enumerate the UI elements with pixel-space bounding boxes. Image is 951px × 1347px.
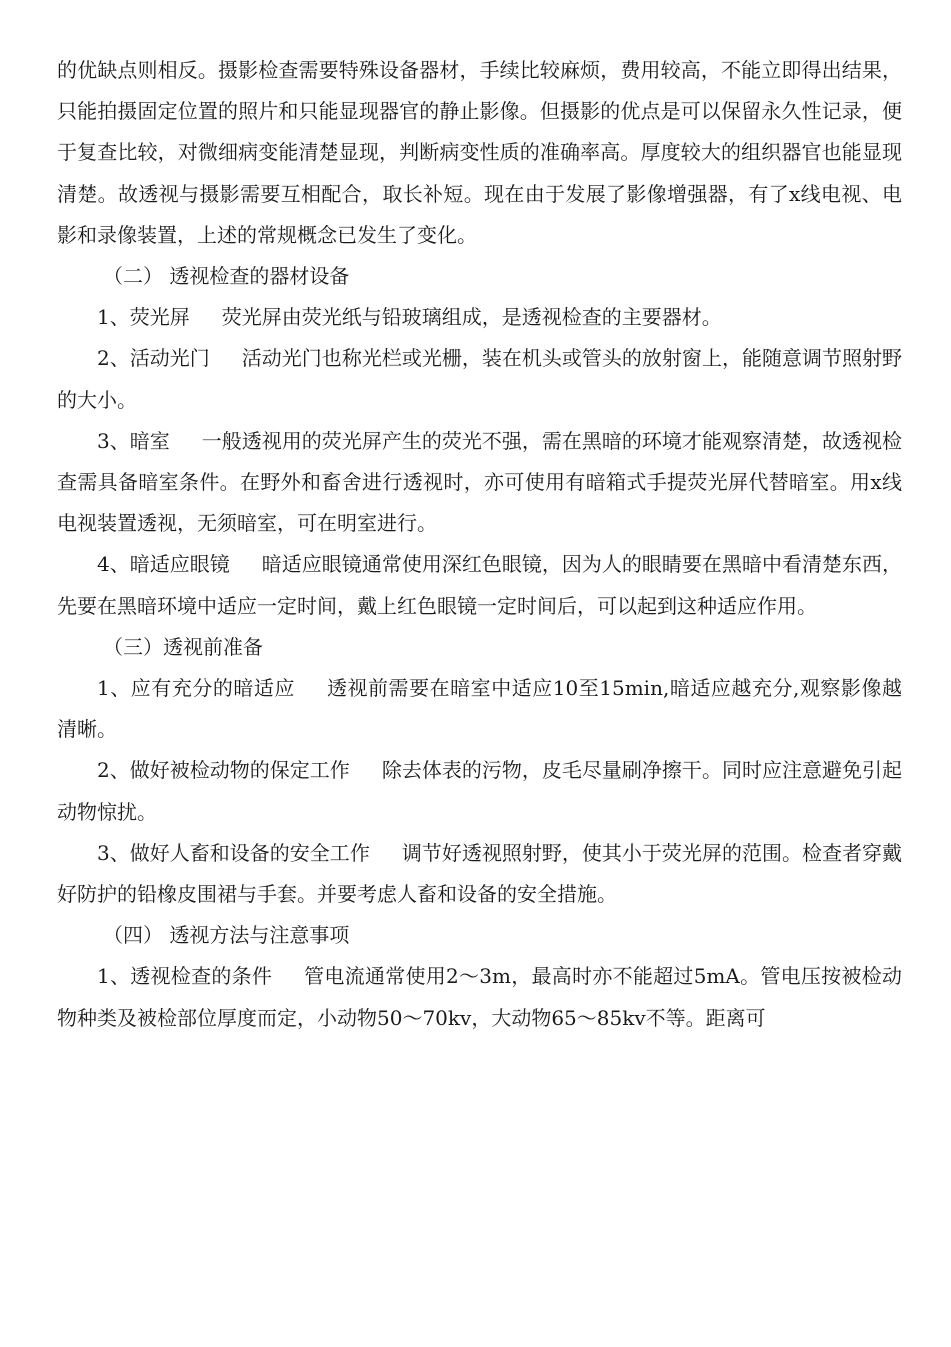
paragraph-dark-glasses (57, 544, 902, 626)
paragraph-shutter (57, 338, 902, 420)
paragraph-dark-adaptation (57, 668, 902, 750)
paragraph-intro: 的优缺点则相反。摄影检查需要特殊设备器材，手续比较麻烦，费用较高，不能立即得出结果，只能拍摄固定位置的照片和只能显现器官的静止影像。但摄影的优点是可以保留永久性记录，便于复查比较，对微细病变能清楚显现，判断病变性质的准确率高。厚度较大的组织器官也能显现清楚。故透视与摄影需要互相配合，取长补短。现在由于发展了影像增强器，有了x线电视、电影和录像装置，上述的常规概念已发生了变化。 (57, 58, 902, 247)
paragraph-darkroom (57, 421, 902, 545)
paragraph-safety (57, 833, 902, 915)
paragraph-conditions (57, 956, 902, 1038)
term-description: 活动光门也称光栏或光栅，装在机头或管头的放射窗上，能随意调节照射野的大小。 (57, 346, 903, 412)
term-label: 4、暗适应眼镜 (97, 552, 230, 577)
term-label: 3、暗室 (97, 428, 170, 453)
term-label: 1、荧光屏 (97, 305, 190, 330)
section-heading-methods: （四） 透视方法与注意事项 (103, 923, 350, 948)
term-label: 2、活动光门 (97, 346, 210, 371)
term-label: 1、应有充分的暗适应 (97, 676, 295, 701)
paragraph-fluorescent-screen (57, 297, 902, 338)
document-page (57, 50, 902, 1039)
term-description: 暗适应眼镜通常使用深红色眼镜，因为人的眼睛要在黑暗中看清楚东西，先要在黑暗环境中适应一定时间，戴上红色眼镜一定时间后，可以起到这种适应作用。 (57, 552, 902, 618)
paragraph-restraint (57, 750, 902, 832)
term-description: 一般透视用的荧光屏产生的荧光不强，需在黑暗的环境才能观察清楚，故透视检查需具备暗室条件。在野外和畜舍进行透视时，亦可使用有暗箱式手提荧光屏代替暗室。用x线电视装置透视，无须暗室，可在明室进行。 (57, 428, 903, 536)
term-label: 3、做好人畜和设备的安全工作 (97, 840, 370, 865)
term-label: 1、透视检查的条件 (97, 964, 273, 989)
term-label: 2、做好被检动物的保定工作 (97, 758, 350, 783)
term-description: 除去体表的污物，皮毛尽量刷净擦干。同时应注意避免引起动物惊扰。 (57, 758, 903, 824)
section-heading-equipment: （二） 透视检查的器材设备 (103, 264, 350, 289)
term-description: 透视前需要在暗室中适应10至15min,暗适应越充分,观察影像越清晰。 (57, 676, 902, 742)
term-description: 管电流通常使用2～3m，最高时亦不能超过5mA。管电压按被检动物种类及被检部位厚度而定，小动物50～70kv，大动物65～85kv不等。距离可 (57, 964, 902, 1030)
section-heading-preparation: （三）透视前准备 (103, 634, 263, 659)
term-description: 调节好透视照射野，使其小于荧光屏的范围。检查者穿戴好防护的铅橡皮围裙与手套。并要考虑人畜和设备的安全措施。 (57, 840, 902, 907)
term-description: 荧光屏由荧光纸与铅玻璃组成，是透视检查的主要器材。 (221, 305, 722, 330)
